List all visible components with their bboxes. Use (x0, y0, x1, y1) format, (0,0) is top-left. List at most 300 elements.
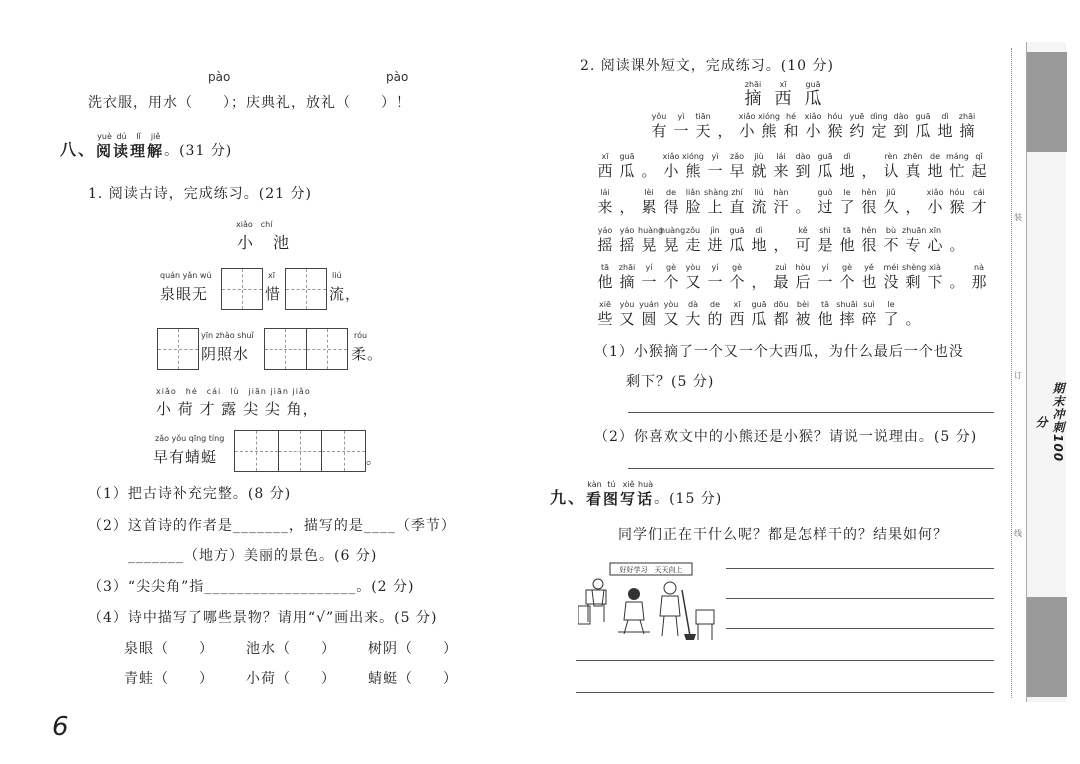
poem-question-2a: （2）这首诗的作者是_______，描写的是____（季节） (88, 518, 456, 534)
story-char-pinyin: guā (751, 300, 767, 309)
story-char-text: ， (717, 122, 733, 140)
story-char-pinyin (616, 188, 638, 198)
story-char (660, 152, 682, 180)
poem-line1-a: 泉眼无 (160, 285, 209, 303)
story-char (594, 188, 616, 216)
intro-line: 洗衣服，用水（ ）；庆典礼，放礼（ ）！ (88, 95, 411, 111)
story-char (912, 112, 934, 140)
story-char-pinyin: dì (843, 152, 851, 161)
story-char-pinyin: yì (711, 152, 719, 161)
story-char (638, 152, 660, 180)
story-char-pinyin: qǐ (975, 152, 983, 161)
story-char (726, 152, 748, 180)
story-char-text: 又 (619, 310, 635, 328)
poem-question-3: （3）“尖尖角”指___________________。(2 分) (88, 579, 415, 595)
story-char-pinyin: xiǎo (926, 188, 944, 197)
story-char-text: 来 (773, 162, 789, 180)
story-char (616, 188, 638, 216)
story-char (814, 226, 836, 254)
section-9-prompt: 同学们正在干什么呢？都是怎样干的？结果如何？ (618, 527, 948, 543)
story-char-text: 可 (795, 236, 811, 254)
story-char-text: 后 (795, 273, 811, 291)
story-char-pinyin: tā (820, 300, 830, 309)
story-char-text: 摇 (597, 236, 613, 254)
story-char-pinyin: yáo (597, 226, 613, 235)
story-char-pinyin: yě (864, 263, 874, 272)
story-char (890, 112, 912, 140)
section-8-pinyin: jiě (150, 132, 161, 141)
story-char-text: 进 (707, 236, 723, 254)
story-char-pinyin: guò (817, 188, 833, 197)
poem-blank-box[interactable] (157, 328, 199, 370)
story-char-text: 过 (817, 198, 833, 216)
story-char (692, 112, 714, 140)
poem-line2-b-pinyin: róu (354, 331, 368, 340)
story-char-text: 熊 (685, 162, 701, 180)
section-9-score: 。(15 分) (654, 491, 723, 507)
story-char-pinyin: dōu (773, 300, 789, 309)
section-9-pinyin: huà (638, 480, 654, 489)
story-char (648, 112, 670, 140)
story-char-pinyin: gè (732, 263, 742, 272)
story-char (880, 263, 902, 291)
story-char-text: 累 (641, 198, 657, 216)
story-char-pinyin (946, 226, 968, 236)
story-char-text: 地 (937, 122, 953, 140)
story-char (814, 300, 836, 328)
story-char-text: 下 (927, 273, 943, 291)
story-char (594, 300, 616, 328)
story-char (858, 152, 880, 180)
story-char (638, 226, 664, 254)
story-char-pinyin: zuì (775, 263, 787, 272)
story-char-pinyin: yuán (639, 300, 659, 309)
story-char (748, 152, 770, 180)
story-char-pinyin: liú (754, 188, 764, 197)
story-char-text: 个 (663, 273, 679, 291)
story-char-pinyin (770, 226, 792, 236)
option-tree-shade[interactable]: 树阴（ ） (368, 641, 458, 657)
option-spring-eye[interactable]: 泉眼（ ） (124, 641, 214, 657)
story-char (902, 188, 924, 216)
story-char (946, 263, 968, 291)
story-char (682, 152, 704, 180)
story-char (814, 152, 836, 180)
story-char-pinyin: zǒu (685, 226, 701, 235)
story-char-text: 猴 (827, 122, 843, 140)
option-dragonfly[interactable]: 蜻蜓（ ） (368, 671, 458, 687)
story-char-text: 西 (597, 162, 613, 180)
story-char (660, 226, 686, 254)
story-char-text: 地 (839, 162, 855, 180)
story-char-text: 碎 (861, 310, 877, 328)
story-char-text: 圆 (641, 310, 657, 328)
section-8-char: 解 (147, 142, 165, 160)
reading2-title: 2. 阅读课外短文，完成练习。(10 分) (580, 58, 834, 74)
option-frog[interactable]: 青蛙（ ） (124, 671, 214, 687)
story-char-text: 摔 (839, 310, 855, 328)
story-char (726, 263, 748, 291)
story-char-text: 得 (663, 198, 679, 216)
story-char-pinyin: xiē (599, 300, 611, 309)
story-char-text: ， (905, 198, 921, 216)
story-char (594, 263, 616, 291)
story-char (836, 300, 858, 328)
story-char-text: 直 (729, 198, 745, 216)
story-char-text: 脸 (685, 198, 701, 216)
story-char-text: 不 (883, 236, 899, 254)
story-char (868, 112, 890, 140)
poem-line2-b: 柔。 (351, 345, 384, 363)
poem-line1-c-pinyin: liú (332, 271, 342, 280)
story-char (836, 263, 858, 291)
story-char-pinyin: jìn (710, 226, 720, 235)
story-char (956, 112, 978, 140)
story-char (770, 188, 792, 216)
story-char-text: 。 (905, 310, 921, 328)
story-char (682, 263, 704, 291)
poem-question-4: （4）诗中描写了哪些景物？请用“√”画出来。(5 分) (88, 610, 438, 626)
writing-line[interactable] (576, 660, 994, 661)
story-char-text: 又 (685, 273, 701, 291)
story-char-pinyin: huàng (660, 226, 686, 235)
story-char-text: 他 (839, 236, 855, 254)
story-char-pinyin: yì (677, 112, 685, 121)
story-char (726, 188, 748, 216)
story-char (780, 112, 802, 140)
sidebar (1026, 42, 1066, 702)
story-char (792, 152, 814, 180)
story-char-text: 摘 (619, 273, 635, 291)
story-char-text: 摇 (619, 236, 635, 254)
story-char (858, 300, 880, 328)
story-char-text: 很 (861, 236, 877, 254)
story-char-text: 西 (729, 310, 745, 328)
story-char (880, 300, 902, 328)
story-char-text: 那 (971, 273, 987, 291)
story-char-pinyin (946, 263, 968, 273)
section-8-pinyin: lǐ (136, 132, 141, 141)
story-char-pinyin: zhuān (902, 226, 927, 235)
story-char-pinyin: dì (941, 112, 949, 121)
story-char-text: 汗 (773, 198, 789, 216)
section-9-heading (550, 480, 722, 508)
story-char (814, 188, 836, 216)
story-char (616, 226, 638, 254)
story-char-pinyin: xiǎo (738, 112, 756, 121)
story-char-text: 。 (949, 236, 965, 254)
story-char-pinyin: lèi (644, 188, 654, 197)
option-lotus[interactable]: 小荷（ ） (246, 671, 336, 687)
story-char-text: 地 (751, 236, 767, 254)
story-char (924, 152, 946, 180)
story-char-text: 定 (871, 122, 887, 140)
story-char-text: 没 (883, 273, 899, 291)
story-char-text: 又 (663, 310, 679, 328)
option-pond-water[interactable]: 池水（ ） (246, 641, 336, 657)
story-char-pinyin: hóu (827, 112, 843, 121)
story-char (638, 300, 660, 328)
story-char-text: 瓜 (751, 310, 767, 328)
story-char-text: 了 (839, 198, 855, 216)
story-char-pinyin: hòu (795, 263, 811, 272)
story-char (968, 263, 990, 291)
story-char-pinyin (902, 300, 924, 310)
poem-line1-a-pinyin: quán yǎn wú (160, 271, 212, 280)
section-9-char: 话 (637, 490, 655, 508)
section-8-pinyin: yuè (97, 132, 112, 141)
story-title-pinyin: xī (779, 80, 787, 89)
section-9-pinyin: tú (607, 480, 616, 489)
poem-question-2b: _______（地方）美丽的景色。(6 分) (128, 548, 378, 564)
story-char-text: 起 (971, 162, 987, 180)
story-char (770, 263, 792, 291)
intro-pinyin-2: pào (386, 70, 409, 84)
story-char-pinyin (714, 112, 736, 122)
writing-line[interactable] (726, 598, 994, 599)
sidebar-title: 期末冲刺100分 (1034, 381, 1065, 463)
story-char (836, 152, 858, 180)
story-char-text: 。 (949, 273, 965, 291)
story-char-text: 些 (597, 310, 613, 328)
writing-line[interactable] (726, 628, 994, 629)
writing-line[interactable] (726, 568, 994, 569)
story-char-text: 约 (849, 122, 865, 140)
story-char (594, 226, 616, 254)
story-char-pinyin: guā (817, 152, 833, 161)
story-char-pinyin: xī (601, 152, 609, 161)
poem-line4-pinyin: zǎo yǒu qīng tíng (155, 434, 225, 443)
story-title-pinyin: guā (805, 80, 821, 89)
story-line (594, 152, 990, 180)
binding-mark: 装 (1014, 213, 1022, 222)
story-char-pinyin: bèi (796, 300, 810, 309)
story-char-text: 专 (905, 236, 921, 254)
story-char-pinyin: gè (666, 263, 676, 272)
section-9-prefix: 九、 (550, 488, 587, 507)
story-char-pinyin: dào (893, 112, 909, 121)
section-9-char: 写 (620, 490, 638, 508)
story-char-pinyin: máng (946, 152, 969, 161)
story-char-pinyin: shuāi (836, 300, 858, 309)
story-char (704, 152, 726, 180)
story-char (770, 226, 792, 254)
story-char-pinyin: yáo (619, 226, 635, 235)
story-char (736, 112, 758, 140)
story-char (792, 263, 814, 291)
poem-blank-box[interactable] (221, 268, 263, 310)
reading2-question-1a: （1）小猴摘了一个又一个大西瓜，为什么最后一个也没 (594, 344, 964, 360)
story-char-pinyin: yí (711, 263, 719, 272)
story-char-text: 瓜 (619, 162, 635, 180)
section-8-prefix: 八、 (60, 140, 97, 159)
story-char-text: 大 (685, 310, 701, 328)
story-char-pinyin: zhēn (903, 152, 923, 161)
story-char-text: 晃 (663, 236, 679, 254)
story-char (770, 152, 792, 180)
poem-blank-box[interactable] (264, 328, 348, 370)
story-char-text: 小 (927, 198, 943, 216)
section-9-char: 图 (603, 490, 621, 508)
story-char (748, 226, 770, 254)
story-char-text: 很 (861, 198, 877, 216)
story-char (682, 300, 704, 328)
story-char-pinyin: bù (885, 226, 897, 235)
story-char-text: 最 (773, 273, 789, 291)
story-char-pinyin: xióng (758, 112, 780, 121)
page-number: 6 (52, 712, 69, 742)
story-char-pinyin: gè (842, 263, 852, 272)
story-char (660, 300, 682, 328)
story-char-text: ， (861, 162, 877, 180)
story-char-pinyin (638, 152, 660, 162)
story-char-text: 有 (651, 122, 667, 140)
story-char (902, 152, 924, 180)
poem-task-title: 1. 阅读古诗，完成练习。(21 分) (88, 186, 312, 202)
story-char-pinyin: zǎo (730, 152, 744, 161)
story-title-char: 西 (774, 89, 792, 109)
story-char-pinyin: xià (929, 263, 941, 272)
answer-line[interactable] (628, 412, 994, 413)
story-line (594, 263, 990, 291)
story-char (880, 152, 902, 180)
story-char (968, 188, 990, 216)
story-char (748, 263, 770, 291)
story-char-pinyin: hé (786, 112, 796, 121)
sidebar-band (1027, 52, 1067, 152)
story-char-text: 是 (817, 236, 833, 254)
story-char (846, 112, 868, 140)
story-char-pinyin: jiù (754, 152, 764, 161)
binding-mark: 线 (1014, 529, 1022, 538)
story-char (924, 188, 946, 216)
story-char-text: 忙 (949, 162, 965, 180)
intro-pinyin-1: pào (208, 70, 231, 84)
story-char-pinyin: hóu (949, 188, 965, 197)
story-char-text: 就 (751, 162, 767, 180)
section-9-pinyin: xiě (622, 480, 635, 489)
story-char (880, 226, 902, 254)
story-char (858, 188, 880, 216)
story-char (704, 300, 726, 328)
story-char-text: 他 (817, 310, 833, 328)
story-char-text: 认 (883, 162, 899, 180)
story-char (792, 188, 814, 216)
story-char-text: 瓜 (915, 122, 931, 140)
story-title-char: 瓜 (804, 89, 822, 109)
story-char-pinyin (748, 263, 770, 273)
story-char-text: 个 (839, 273, 855, 291)
poem-blank-box[interactable] (285, 268, 327, 310)
story-char (946, 152, 968, 180)
story-char-text: 的 (707, 310, 723, 328)
story-char (836, 226, 858, 254)
story-char-pinyin: de (930, 152, 940, 161)
poem-blank-box[interactable] (234, 430, 366, 472)
story-char (802, 112, 824, 140)
story-char-text: 被 (795, 310, 811, 328)
poem-line3: 小 荷 才 露 尖 尖 角， (156, 400, 319, 418)
answer-line[interactable] (628, 468, 994, 469)
story-char (902, 226, 927, 254)
story-char (726, 226, 748, 254)
story-char (670, 112, 692, 140)
writing-line[interactable] (576, 692, 994, 693)
story-char-text: 走 (685, 236, 701, 254)
story-char-text: 小 (805, 122, 821, 140)
poem-title: 小 池 (237, 233, 292, 252)
story-char-text: 晃 (641, 236, 657, 254)
story-char (638, 188, 660, 216)
story-char-text: 才 (971, 198, 987, 216)
story-char-pinyin: huàng (638, 226, 664, 235)
story-char-pinyin: hěn (861, 226, 877, 235)
story-char-pinyin: dào (795, 152, 811, 161)
story-char-pinyin: yuē (849, 112, 865, 121)
poem-line2-a: 阴照水 (201, 345, 250, 363)
story-char-text: 一 (817, 273, 833, 291)
story-char-text: 到 (795, 162, 811, 180)
story-line (594, 300, 924, 328)
story-char-text: 都 (773, 310, 789, 328)
story-char (924, 263, 946, 291)
story-char (880, 188, 902, 216)
story-char-pinyin: liǎn (685, 188, 701, 197)
story-char-text: 上 (707, 198, 723, 216)
story-char-pinyin: dìng (870, 112, 888, 121)
story-char (616, 300, 638, 328)
story-char (836, 188, 858, 216)
classroom-illustration (578, 560, 718, 642)
section-8-char: 读 (113, 142, 131, 160)
story-char-text: 熊 (761, 122, 777, 140)
section-9-pinyin: kàn (587, 480, 602, 489)
story-char (748, 188, 770, 216)
story-char-pinyin: shèng (902, 263, 927, 272)
story-char-text: 他 (597, 273, 613, 291)
story-char (660, 188, 682, 216)
story-char (758, 112, 780, 140)
story-char (726, 300, 748, 328)
story-char-pinyin: yòu (685, 263, 701, 272)
story-char-pinyin: dì (755, 226, 763, 235)
story-char-pinyin: de (710, 300, 720, 309)
story-char (594, 152, 616, 180)
story-char-text: 天 (695, 122, 711, 140)
story-char (934, 112, 956, 140)
story-char-text: 流 (751, 198, 767, 216)
story-char-pinyin: yòu (619, 300, 635, 309)
story-char (824, 112, 846, 140)
story-char-text: 小 (739, 122, 755, 140)
sidebar-band (1027, 597, 1067, 697)
story-char-text: ， (751, 273, 767, 291)
section-8-score: 。(31 分) (164, 143, 233, 159)
story-char-text: 心 (927, 236, 943, 254)
story-char-text: 瓜 (817, 162, 833, 180)
story-char-pinyin: lái (600, 188, 610, 197)
story-char (902, 263, 927, 291)
poem-title-pinyin: xiǎo chí (236, 220, 273, 229)
story-char (638, 263, 660, 291)
story-char-pinyin: méi (883, 263, 899, 272)
story-char-text: ， (619, 198, 635, 216)
story-line (594, 188, 990, 216)
story-char-pinyin (858, 152, 880, 162)
story-char-pinyin: xiǎo (804, 112, 822, 121)
story-line (648, 112, 978, 140)
story-char (968, 152, 990, 180)
